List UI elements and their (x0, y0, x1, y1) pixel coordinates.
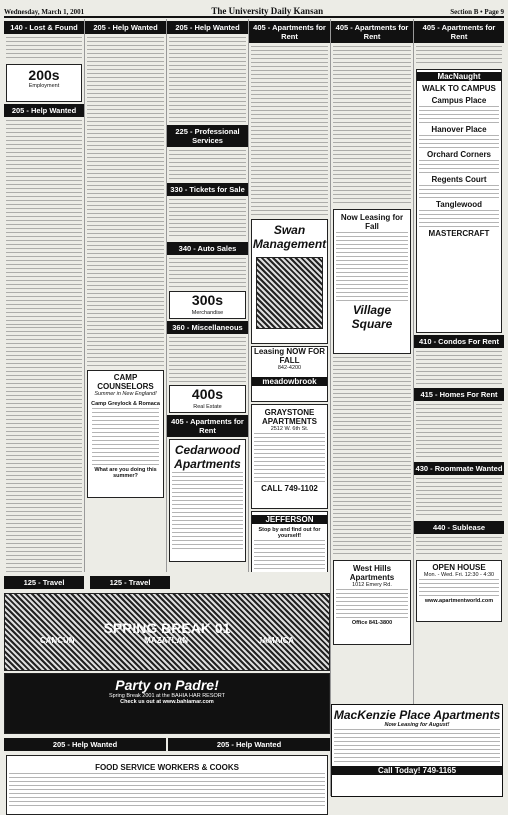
camp-names: Camp Greylock & Romaca (91, 401, 160, 407)
realestate-number: 400s (191, 386, 224, 402)
column-5 (331, 19, 414, 796)
section-band-help-wanted: 205 - Help Wanted (85, 21, 166, 34)
merchandise-number: 300s (191, 292, 224, 308)
padre-title: Party on Padre! (115, 677, 219, 693)
section-band-apartments: 405 - Apartments for Rent (249, 21, 330, 43)
section-band-apartments: 405 - Apartments for Rent (414, 21, 504, 43)
mackenzie-subtitle: Now Leasing for August! (384, 722, 450, 728)
mackenzie-phone: Call Today! 749-1165 (332, 766, 502, 775)
jefferson-logo: JEFFERSON (252, 515, 327, 524)
cedarwood-logo: Cedarwood Apartments (174, 443, 241, 471)
orchard-corners: Orchard Corners (426, 150, 492, 159)
swan-logo: Swan Management (252, 223, 327, 251)
macnaught-ad (416, 69, 502, 333)
food-service-ad (6, 755, 328, 815)
westhills-phone: Office 841-3800 (351, 620, 393, 626)
graystone-text (252, 432, 327, 484)
padre-website: Check us out at www.bahiamar.com (120, 699, 214, 705)
bottom-strip (4, 572, 330, 796)
mackenzie-logo: MacKenzie Place Apartments (333, 708, 501, 722)
section-band-lost-found: 140 - Lost & Found (4, 21, 84, 34)
spring-break-ad (4, 593, 330, 671)
merchandise-heading (169, 291, 246, 319)
section-band-auto: 340 - Auto Sales (167, 242, 248, 255)
camp-subtitle: Summer in New England! (94, 391, 157, 397)
camp-counselors-ad (87, 370, 164, 498)
classified-text (85, 36, 166, 368)
graystone-title: GRAYSTONE APARTMENTS (262, 408, 317, 426)
camp-question: What are you doing this summer? (94, 467, 157, 479)
section-band-homes: 415 - Homes For Rent (414, 388, 504, 401)
cedarwood-text (170, 471, 245, 553)
village-leasing: Now Leasing for Fall (340, 213, 404, 231)
bottom-ads-row (4, 736, 330, 753)
westhills-address: 1012 Emery Rd. (352, 582, 392, 588)
west-hills-ad (333, 560, 411, 645)
section-band-help-wanted: 205 - Help Wanted (168, 738, 330, 751)
westhills-text (334, 588, 410, 620)
walk-campus-heading: WALK TO CAMPUS (422, 84, 496, 93)
camp-text (90, 407, 161, 467)
section-band-roommate: 430 - Roommate Wanted (415, 464, 503, 473)
classified-text (331, 356, 413, 558)
village-logo: Village Square (351, 303, 393, 331)
employment-number: 200s (28, 67, 60, 83)
classified-text (4, 326, 84, 590)
village-square-ad (333, 209, 411, 354)
graystone-address: 2512 W. 6th St. (270, 426, 309, 432)
listing-text (417, 209, 501, 229)
classified-text (414, 477, 504, 519)
mastercraft: MASTERCRAFT (428, 229, 490, 238)
cedarwood-ad (169, 439, 246, 562)
merchandise-label: Merchandise (191, 310, 224, 316)
campus-place: Campus Place (431, 96, 487, 105)
classified-text (4, 119, 84, 326)
food-service-text (7, 772, 327, 808)
spring-break-destinations (5, 636, 329, 645)
section-band-travel-2: 125 - Travel (90, 576, 170, 589)
dest-jamaica: JAMAICA (257, 635, 295, 645)
open-house-hours: Mon. - Wed. Fri. 12:30 - 4:30 (423, 572, 495, 578)
section-band-help-wanted: 205 - Help Wanted (4, 104, 84, 117)
classified-text (414, 536, 504, 558)
classified-text (167, 198, 248, 240)
village-text (334, 231, 410, 303)
employment-heading (6, 64, 82, 102)
employment-label: Employment (28, 83, 60, 89)
section-band-professional: 225 - Professional Services (167, 125, 248, 147)
section-band-help-wanted: 205 - Help Wanted (4, 738, 166, 751)
classified-text (167, 149, 248, 181)
meadowbrook-logo: meadowbrook (252, 377, 327, 386)
section-band-misc: 360 - Miscellaneous (167, 321, 248, 334)
section-band-help-wanted: 205 - Help Wanted (167, 21, 248, 34)
open-house-text (417, 578, 501, 598)
listing-text (417, 105, 501, 125)
mackenzie-text (332, 728, 502, 766)
jefferson-tagline: Stop by and find out for yourself! (258, 527, 321, 539)
tanglewood: Tanglewood (435, 200, 483, 209)
classified-text (414, 350, 504, 386)
camp-title: CAMP COUNSELORS (97, 373, 154, 391)
classified-text (167, 257, 248, 289)
column-6 (414, 19, 504, 796)
swan-management-ad (251, 219, 328, 344)
open-house-website: www.apartmentworld.com (424, 598, 494, 604)
westhills-title: West Hills Apartments (349, 564, 395, 582)
listing-text (417, 159, 501, 175)
classified-text (167, 336, 248, 383)
classified-text (331, 45, 413, 207)
section-band-condos: 410 - Condos For Rent (414, 335, 504, 348)
swan-photo (256, 257, 323, 329)
listing-text (417, 184, 501, 200)
meadowbrook-phone: 842-4200 (277, 365, 302, 371)
meadowbrook-ad (251, 346, 328, 402)
dest-mazatlan: MAZATLAN (144, 635, 189, 645)
meadowbrook-leasing: Leasing NOW FOR FALL (253, 347, 326, 365)
hanover-place: Hanover Place (431, 125, 487, 134)
open-house-ad (416, 560, 502, 622)
section-band-travel: 125 - Travel (4, 576, 84, 589)
section-band-apartments: 405 - Apartments for Rent (331, 21, 413, 43)
classified-text (167, 36, 248, 123)
macnaught-logo: MacNaught (417, 72, 501, 81)
header-paper-name: The University Daily Kansan (211, 6, 324, 16)
header-date: Wednesday, March 1, 2001 (4, 8, 85, 16)
graystone-ad (251, 404, 328, 509)
padre-subtitle: Spring Break 2001 at the BAHIA HAR RESORT (108, 693, 226, 699)
realestate-label: Real Estate (193, 404, 222, 410)
section-band-tickets: 330 - Tickets for Sale (167, 183, 248, 196)
classified-text (414, 403, 504, 460)
page-header (4, 3, 504, 18)
section-band-apartments: 405 - Apartments for Rent (167, 415, 248, 437)
food-service-title: FOOD SERVICE WORKERS & COOKS (95, 762, 239, 772)
mackenzie-ad (331, 704, 503, 797)
listing-text (417, 134, 501, 150)
classified-text (414, 45, 504, 67)
open-house-title: OPEN HOUSE (432, 563, 486, 572)
dest-cancun: CANCUN (39, 635, 75, 645)
header-section: Section B • Page 9 (450, 8, 504, 16)
padre-ad (4, 673, 330, 734)
regents-court: Regents Court (431, 175, 487, 184)
classified-text (4, 36, 84, 62)
graystone-phone: CALL 749-1102 (261, 484, 318, 493)
realestate-heading (169, 385, 246, 413)
spring-break-title: SPRING BREAK 01 (103, 619, 231, 636)
section-band-sublease: 440 - Sublease (414, 521, 504, 534)
classified-text (249, 45, 330, 217)
